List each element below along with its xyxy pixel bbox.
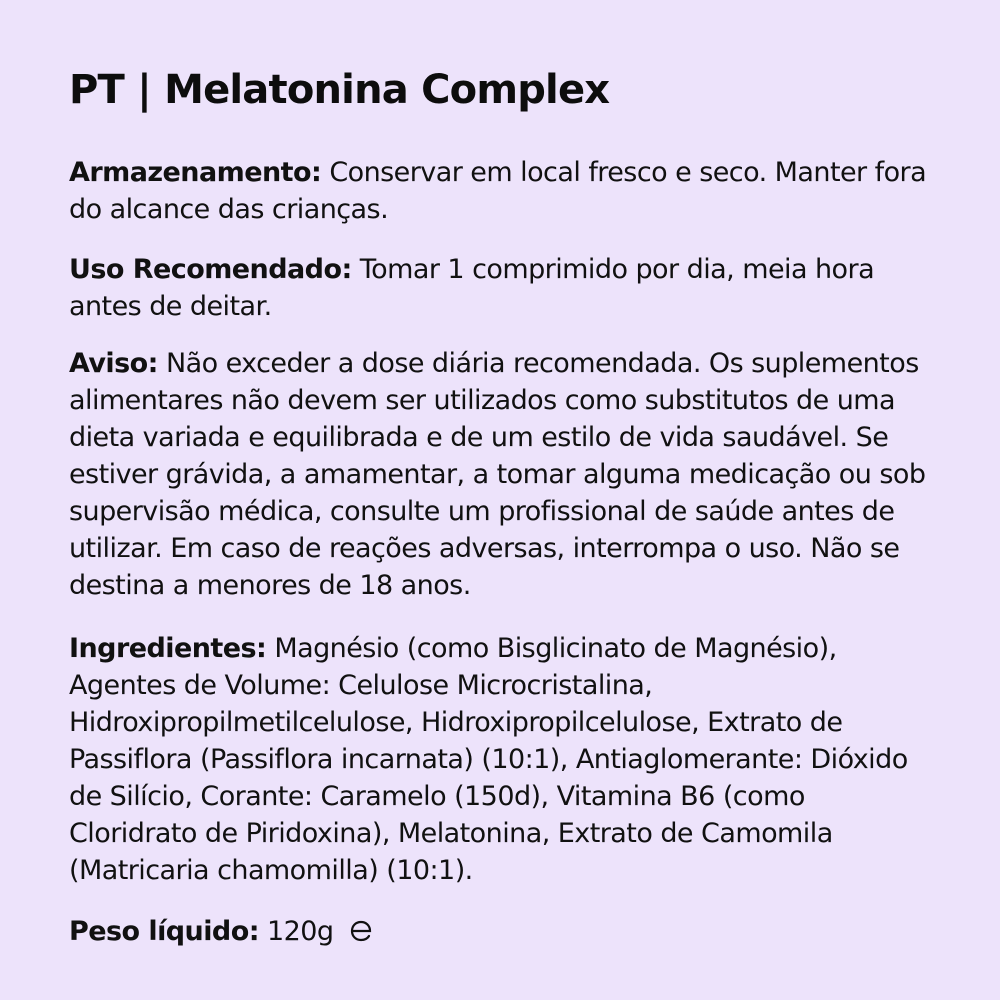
usage-text: Tomar 1 comprimido por dia, meia hora antes de deitar. xyxy=(69,254,875,322)
ingredients-label: Ingredientes: xyxy=(69,633,267,664)
net-weight-section xyxy=(69,913,940,950)
page-title: PT | Melatonina Complex xyxy=(69,67,610,113)
net-weight-label: Peso líquido: xyxy=(69,916,259,947)
ingredients-text: Magnésio (como Bisglicinato de Magnésio), Agentes de Volume: Celulose Microcristalina, Hidroxipropilmetilcelulose, Hidroxipropilcelulose, Extrato de Passiflora (Passiflora incarnata) (10:1), Antiaglomerante: Dióxido de Silício, Corante: Caramelo (150d), Vitamina B6 (como Cloridrato de Piridoxina), Melatonina, Extrato de Camomila (Matricaria chamomilla) (10:1). xyxy=(69,633,908,886)
ingredients-section xyxy=(69,630,940,889)
warning-label: Aviso: xyxy=(69,348,158,379)
usage-section xyxy=(69,251,940,325)
storage-text: Conservar em local fresco e seco. Manter fora do alcance das crianças. xyxy=(69,157,927,225)
usage-label: Uso Recomendado: xyxy=(69,254,352,285)
net-weight-value: 120g xyxy=(267,916,334,947)
storage-label: Armazenamento: xyxy=(69,157,322,188)
warning-section xyxy=(69,345,940,604)
storage-section xyxy=(69,154,940,228)
estimated-sign-icon xyxy=(348,918,374,944)
warning-text: Não exceder a dose diária recomendada. Os suplementos alimentares não devem ser utilizados como substitutos de uma dieta variada e equilibrada e de um estilo de vida saudável. Se estiver grávida, a amamentar, a tomar alguma medicação ou sob supervisão médica, consulte um profissional de saúde antes de utilizar. Em caso de reações adversas, interrompa o uso. Não se destina a menores de 18 anos. xyxy=(69,348,926,601)
